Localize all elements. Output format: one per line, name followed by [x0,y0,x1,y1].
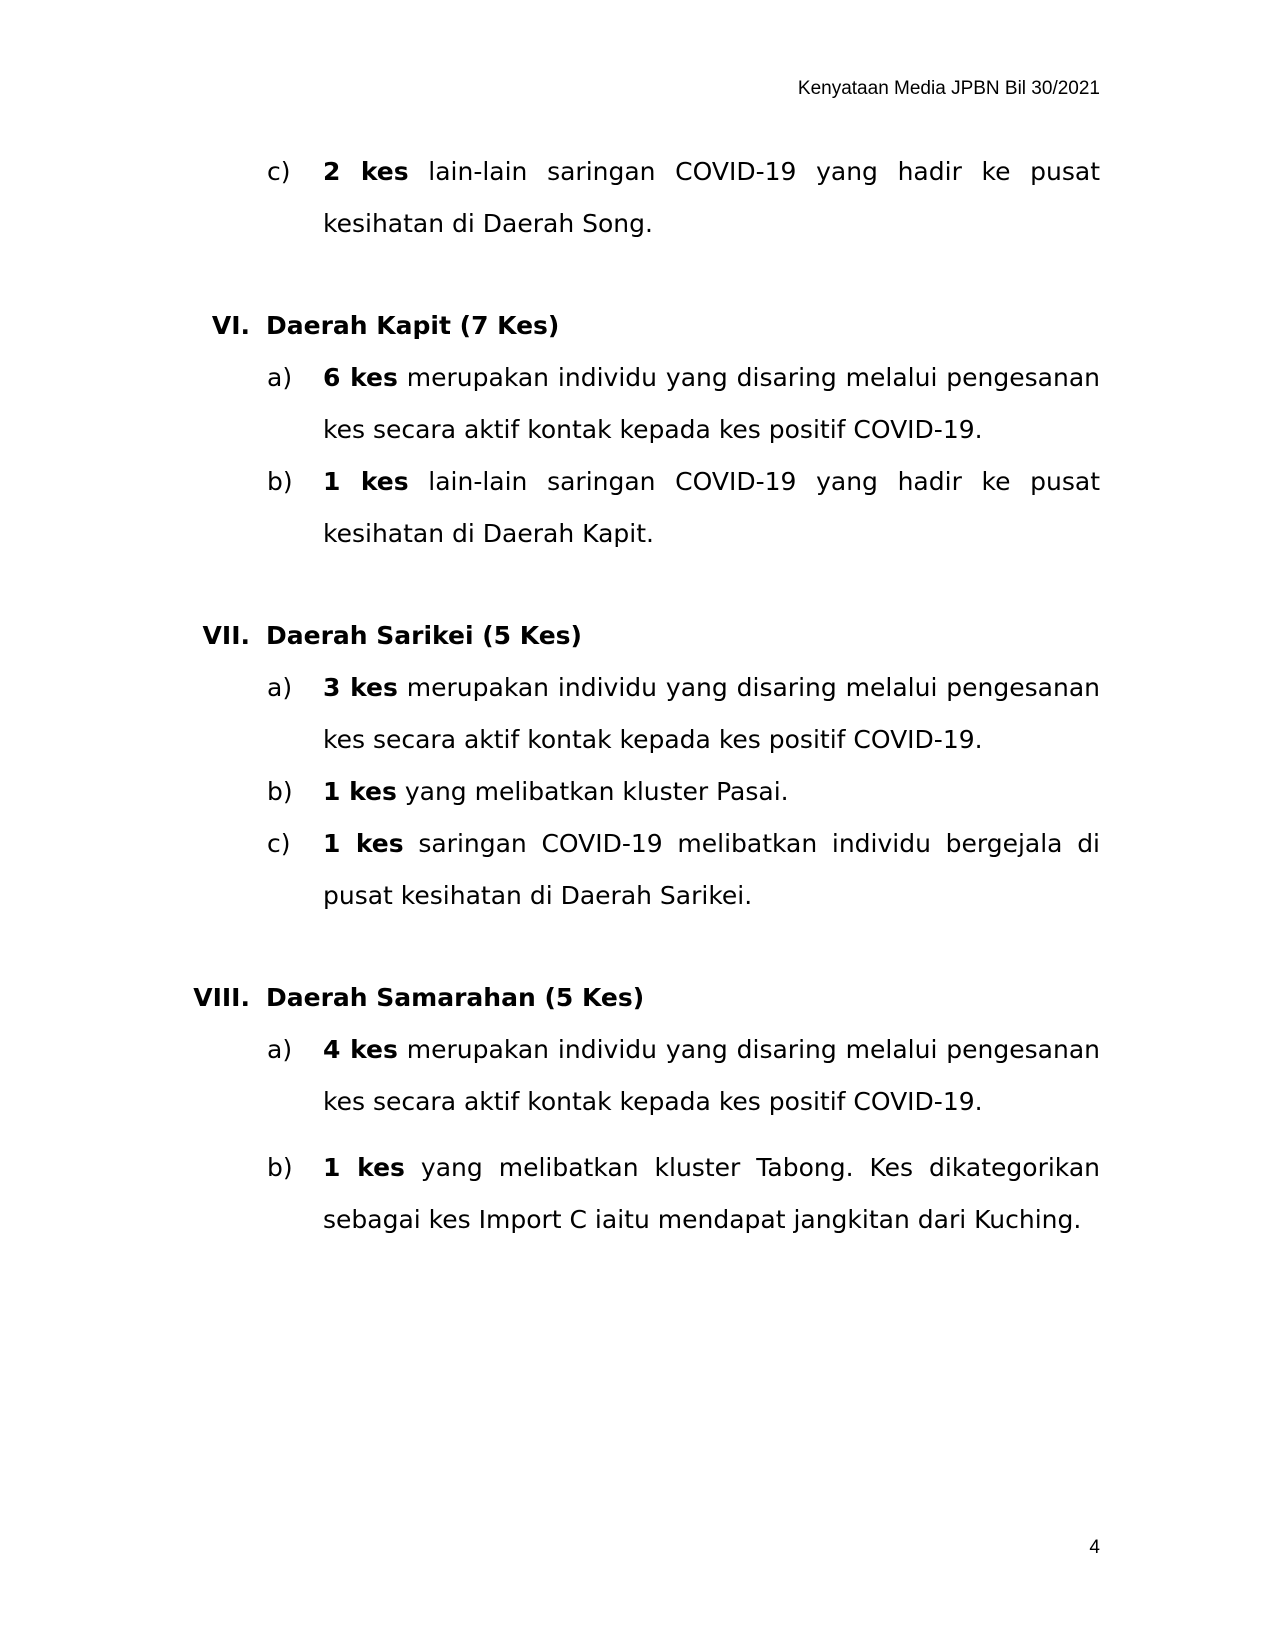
item-label: b) [267,1153,293,1182]
item-text: merupakan individu yang disaring melalui pengesanan kes secara aktif kontak kepada kes positif COVID-19. [323,673,1100,754]
list-item [267,1024,1100,1128]
item-label: b) [267,777,293,806]
list-item [267,1142,1101,1246]
list-item [267,456,1101,560]
section-heading-sarikei [202,610,1275,662]
document-body [0,146,1275,1246]
case-count: 4 kes [323,1035,398,1064]
item-text: lain-lain saringan COVID-19 yang hadir ke pusat kesihatan di Daerah Song. [323,157,1101,238]
item-text: yang melibatkan kluster Tabong. Kes dikategorikan sebagai kes Import C iaitu mendapat jangkitan dari Kuching. [323,1153,1101,1234]
section-title: Daerah Sarikei (5 Kes) [266,621,582,650]
case-count: 1 kes [323,777,397,806]
section-numeral: VII. [202,621,250,650]
case-count: 2 kes [323,157,409,186]
section-title: Daerah Kapit (7 Kes) [266,311,560,340]
item-label: a) [267,1035,293,1064]
item-label: c) [267,829,291,858]
item-text: yang melibatkan kluster Pasai. [396,777,789,806]
list-item [267,766,1100,818]
page-number: 4 [1089,1537,1100,1558]
item-label: b) [267,467,293,496]
item-label: a) [267,673,293,702]
section-heading-kapit [211,300,1275,352]
section-numeral: VIII. [193,983,250,1012]
item-text: saringan COVID-19 melibatkan individu bergejala di pusat kesihatan di Daerah Sarikei. [323,829,1101,910]
item-label: c) [267,157,291,186]
item-text: merupakan individu yang disaring melalui pengesanan kes secara aktif kontak kepada kes positif COVID-19. [323,1035,1100,1116]
case-count: 3 kes [323,673,398,702]
case-count: 1 kes [323,829,404,858]
list-item [267,818,1101,922]
item-label: a) [267,363,293,392]
section-heading-samarahan [193,972,1275,1024]
case-count: 6 kes [323,363,398,392]
section-numeral: VI. [211,311,250,340]
item-text: merupakan individu yang disaring melalui pengesanan kes secara aktif kontak kepada kes positif COVID-19. [323,363,1100,444]
case-count: 1 kes [323,1153,405,1182]
list-item [267,662,1100,766]
document-reference: Kenyataan Media JPBN Bil 30/2021 [797,78,1100,99]
case-count: 1 kes [323,467,409,496]
list-item [267,352,1100,456]
list-item [267,146,1101,250]
item-text: lain-lain saringan COVID-19 yang hadir ke pusat kesihatan di Daerah Kapit. [323,467,1101,548]
section-title: Daerah Samarahan (5 Kes) [266,983,645,1012]
